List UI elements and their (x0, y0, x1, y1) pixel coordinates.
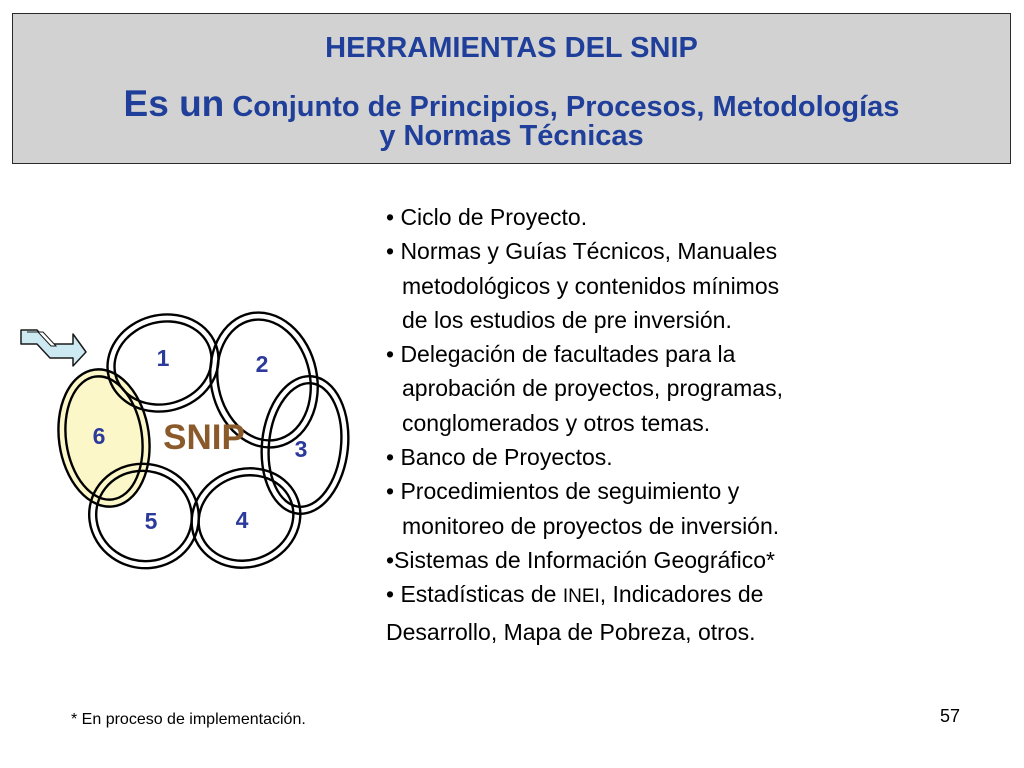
bullet-text: , Indicadores de (599, 581, 764, 608)
ring-number-6: 6 (92, 423, 106, 449)
bullet-line: • Ciclo de Proyecto. (386, 204, 588, 230)
inei-text: INEI (562, 586, 600, 608)
tools-bullet-list (386, 200, 1006, 649)
ring-number-1: 1 (156, 345, 170, 371)
title-line-1: HERRAMIENTAS DEL SNIP (325, 32, 698, 64)
page-number: 57 (940, 706, 961, 726)
title-line-2-lead: Es un (123, 83, 225, 124)
footnote: * En proceso de implementación. (71, 711, 306, 728)
title-line-2-rest: Conjunto de Principios, Procesos, Metodologías (224, 91, 900, 123)
bullet-line: metodológicos y contenidos mínimos (402, 272, 780, 299)
bullet-text: • Estadísticas de (386, 581, 563, 608)
bullet-line: • Normas y Guías Técnicos, Manuales (386, 238, 778, 265)
bullet-line (386, 577, 1006, 614)
title-banner (12, 13, 1011, 164)
bullet-line: de los estudios de pre inversión. (402, 306, 732, 333)
ring-number-4: 4 (235, 507, 249, 533)
bullet-line: aprobación de proyectos, programas, (402, 375, 783, 402)
pointer-arrow-icon (21, 330, 86, 366)
snip-ring-diagram (16, 296, 366, 586)
bullet-line: •Sistemas de Información Geográfico* (386, 546, 776, 573)
bullet-line: • Delegación de facultades para la (386, 341, 736, 368)
ring-number-5: 5 (144, 508, 158, 534)
bullet-line: • Banco de Proyectos. (386, 444, 613, 471)
snip-center-label: SNIP (163, 418, 245, 457)
ring-graphic (16, 296, 366, 586)
ring-number-2: 2 (255, 351, 269, 377)
bullet-line: • Procedimientos de seguimiento y (386, 478, 740, 505)
bullet-line: monitoreo de proyectos de inversión. (402, 512, 780, 539)
title-line-3: y Normas Técnicas (379, 120, 644, 152)
bullet-line: conglomerados y otros temas. (402, 409, 711, 436)
ring-number-3: 3 (294, 436, 308, 462)
bullet-line: Desarrollo, Mapa de Pobreza, otros. (386, 618, 756, 645)
